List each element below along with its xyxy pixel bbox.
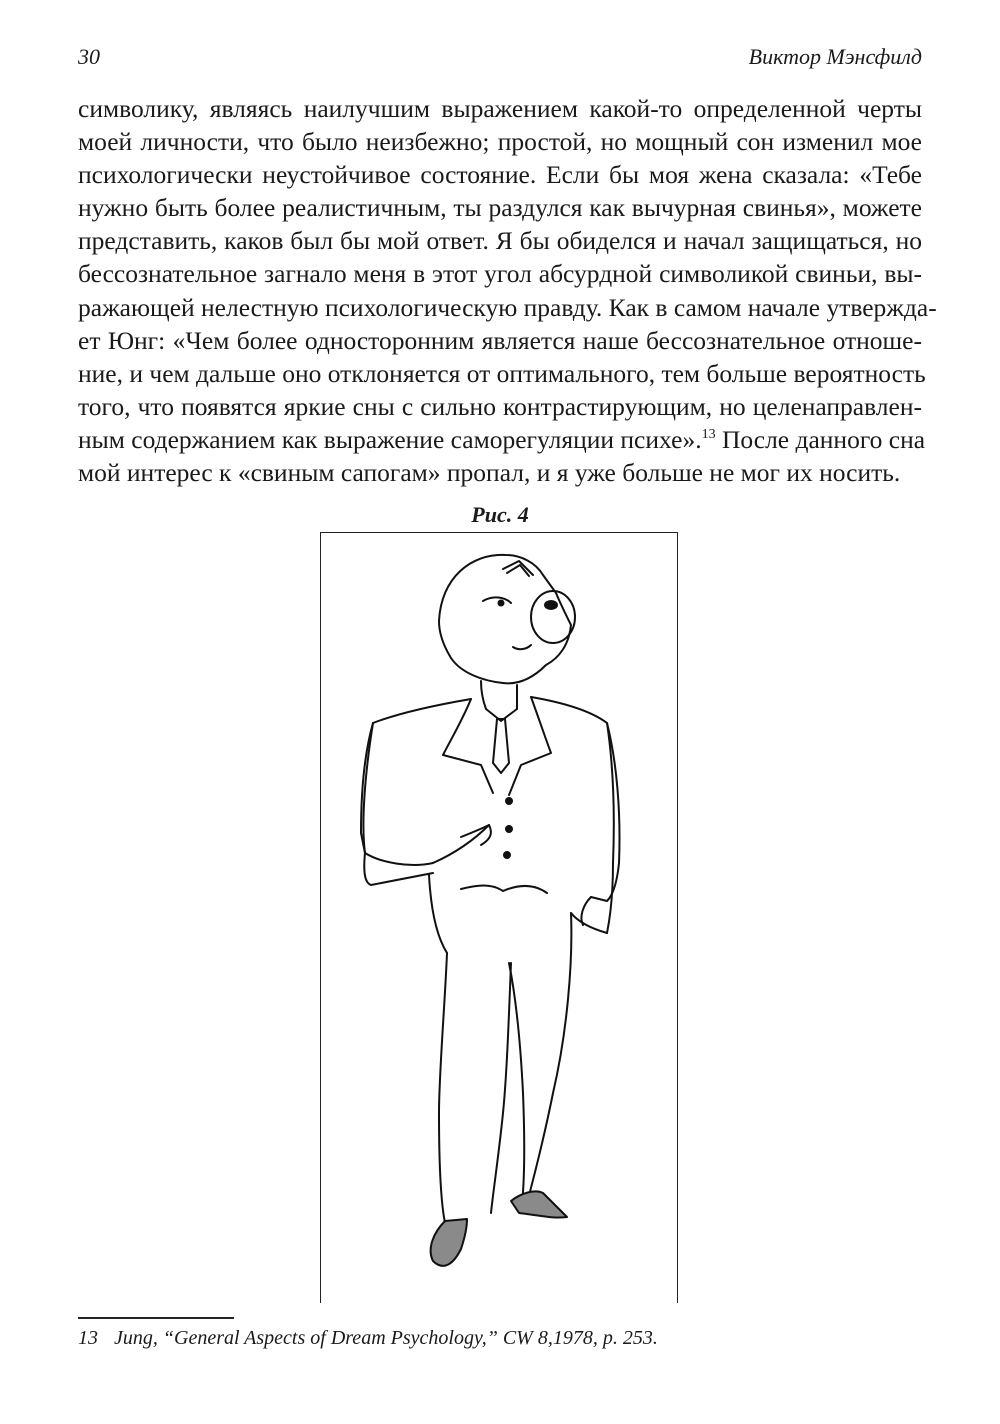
- running-head: [78, 44, 922, 74]
- text-line: символику, являясь наилучшим выражением какой-то определенной черты: [78, 94, 922, 123]
- figure-caption: Рис. 4: [471, 502, 529, 527]
- text-line-part: ным содержанием как выражение саморегуляции психе».: [78, 424, 702, 454]
- footnote-divider: [78, 1317, 234, 1319]
- text-line-part: После данного сна: [715, 424, 926, 454]
- text-line: ет Юнг: «Чем более односторонним является наше бессознательное отноше-: [78, 325, 922, 355]
- text-line: мой интерес к «свиным сапогам» пропал, и я уже больше не мог их носить.: [78, 458, 901, 488]
- figure-frame: [320, 532, 678, 1303]
- text-line: моей личности, что было неизбежно; простой, но мощный сон изменил мое: [78, 127, 922, 157]
- text-line: психологически неустойчивое состояние. Если бы моя жена сказала: «Тебе: [78, 160, 922, 190]
- footnote-ref[interactable]: 13: [701, 426, 716, 442]
- text-line: [78, 423, 926, 456]
- pig-in-suit-illustration: [321, 533, 677, 1303]
- text-line: ние, и чем дальше оно отклоняется от оптимального, тем больше вероятность: [78, 358, 926, 388]
- page-number: 30: [78, 44, 100, 69]
- footnote-text: Jung, “General Aspects of Dream Psychology,” CW 8,1978, p. 253.: [114, 1327, 658, 1349]
- footnote-number: 13: [78, 1327, 98, 1349]
- footnote: [78, 1327, 922, 1350]
- text-line: того, что появятся яркие сны с сильно контрастирующим, но целенаправлен-: [78, 391, 922, 421]
- text-line: ражающей нелестную психологическую правду. Как в самом начале утвержда-: [78, 292, 937, 322]
- text-line: нужно быть более реалистичным, ты раздулся как вычурная свинья», можете: [78, 193, 922, 223]
- body-paragraph: [78, 92, 937, 489]
- running-title: Виктор Мэнсфилд: [748, 44, 922, 69]
- text-line: бессознательное загнало меня в этот угол абсурдной символикой свиньи, вы-: [78, 259, 922, 289]
- text-line: представить, каков был бы мой ответ. Я бы обиделся и начал защищаться, но: [78, 226, 922, 256]
